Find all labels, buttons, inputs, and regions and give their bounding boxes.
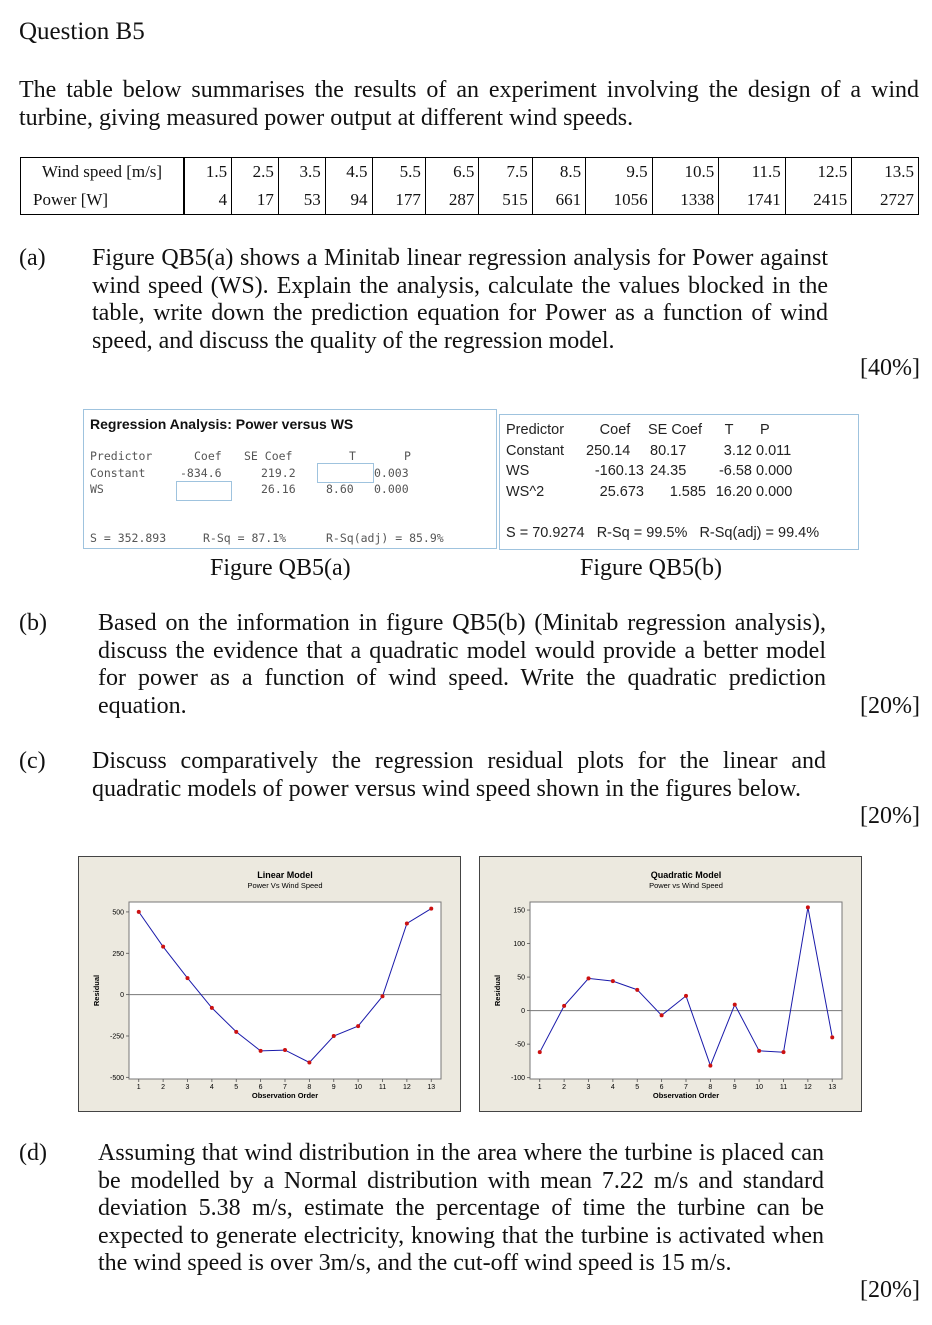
col-coef: Coef bbox=[599, 422, 631, 439]
table-cell: 17 bbox=[232, 186, 279, 215]
table-cell: 1.5 bbox=[184, 158, 232, 187]
x-tick-label: 13 bbox=[828, 1084, 837, 1091]
constant-label: Constant bbox=[90, 466, 146, 480]
y-tick-label: 0 bbox=[521, 1008, 525, 1016]
x-axis-label: Observation Order bbox=[251, 1091, 319, 1100]
p-value: 0.000 bbox=[756, 483, 793, 500]
residual-point bbox=[429, 907, 433, 911]
x-tick-label: 1 bbox=[537, 1084, 542, 1091]
p-value: 0.011 bbox=[756, 442, 792, 459]
col-predictor: Predictor bbox=[90, 449, 153, 463]
figure-a-header: Regression Analysis: Power versus WS bbox=[90, 416, 354, 432]
table-cell: 94 bbox=[325, 186, 372, 215]
x-tick-label: 13 bbox=[427, 1084, 436, 1091]
col-secoef: SE Coef bbox=[648, 422, 702, 439]
figure-b-caption: Figure QB5(b) bbox=[580, 555, 722, 581]
x-tick-label: 7 bbox=[283, 1084, 287, 1091]
col-coef: Coef bbox=[194, 449, 222, 463]
residual-point bbox=[307, 1060, 311, 1064]
table-cell: 661 bbox=[532, 186, 585, 215]
power-row bbox=[21, 186, 919, 215]
y-tick-label: -250 bbox=[109, 1033, 124, 1041]
table-cell: 53 bbox=[278, 186, 325, 215]
x-tick-label: 9 bbox=[732, 1084, 737, 1091]
question-title: Question B5 bbox=[19, 18, 145, 45]
col-p: P bbox=[404, 449, 411, 463]
p-value: 0.000 bbox=[756, 463, 793, 480]
x-tick-label: 11 bbox=[378, 1084, 387, 1091]
ws-secoef: 26.16 bbox=[261, 482, 296, 496]
y-tick-label: 50 bbox=[517, 974, 525, 982]
residual-point bbox=[137, 910, 141, 914]
x-tick-label: 3 bbox=[185, 1084, 190, 1091]
table-cell: 177 bbox=[372, 186, 425, 215]
table-cell: 9.5 bbox=[586, 158, 653, 187]
residual-point bbox=[186, 976, 190, 980]
ws-t: 8.60 bbox=[326, 482, 354, 496]
x-tick-label: 3 bbox=[586, 1084, 591, 1091]
residual-point bbox=[635, 988, 639, 992]
table-cell: 12.5 bbox=[785, 158, 852, 187]
y-tick-label: 0 bbox=[120, 992, 124, 1000]
table-cell: 2727 bbox=[852, 186, 919, 215]
y-axis-label: Residual bbox=[493, 974, 502, 1007]
y-tick-label: 500 bbox=[112, 909, 124, 917]
y-tick-label: -100 bbox=[510, 1075, 525, 1083]
row-label: WS^2 bbox=[506, 483, 545, 500]
figure-b-summary: S = 70.9274 R-Sq = 99.5% R-Sq(adj) = 99.4% bbox=[506, 525, 820, 541]
y-tick-label: -50 bbox=[514, 1041, 525, 1049]
y-tick-label: -500 bbox=[109, 1074, 124, 1082]
figure-a-caption: Figure QB5(a) bbox=[210, 555, 351, 581]
table-cell: 1056 bbox=[586, 186, 653, 215]
secoef-value: 80.17 bbox=[650, 442, 687, 459]
blocked-constant-t bbox=[317, 463, 374, 483]
t-value: 16.20 bbox=[715, 483, 752, 500]
x-tick-label: 1 bbox=[136, 1084, 141, 1091]
table-cell: 2.5 bbox=[232, 158, 279, 187]
part-a-label: (a) bbox=[19, 245, 46, 271]
x-tick-label: 2 bbox=[161, 1084, 166, 1091]
table-cell: 1741 bbox=[719, 186, 786, 215]
col-t: T bbox=[349, 449, 356, 463]
part-d-marks: [20%] bbox=[860, 1277, 920, 1303]
part-c-text: Discuss comparatively the regression residual plots for the linear and quadratic models of power versus wind speed shown in the figures below. bbox=[92, 748, 826, 802]
residual-point bbox=[210, 1006, 214, 1010]
quadratic-model-residual-chart bbox=[479, 856, 862, 1112]
residual-point bbox=[381, 994, 385, 998]
row-label: WS bbox=[506, 463, 530, 480]
residual-point bbox=[708, 1064, 712, 1068]
linear-model-residual-chart bbox=[78, 856, 461, 1112]
x-tick-label: 11 bbox=[779, 1084, 788, 1091]
part-c-label: (c) bbox=[19, 748, 46, 774]
table-cell: 3.5 bbox=[278, 158, 325, 187]
table-cell: 4 bbox=[184, 186, 232, 215]
chart-subtitle: Power Vs Wind Speed bbox=[247, 881, 323, 890]
table-cell: 8.5 bbox=[532, 158, 585, 187]
part-b-text: Based on the information in figure QB5(b) (Minitab regression analysis), discuss the evidence that a quadratic model would provide a better model for power as a function of wind speed. Write the quadratic prediction equation. bbox=[98, 610, 826, 719]
table-cell: 5.5 bbox=[372, 158, 425, 187]
x-tick-label: 5 bbox=[635, 1084, 640, 1091]
part-b-label: (b) bbox=[19, 610, 47, 636]
residual-point bbox=[356, 1024, 360, 1028]
data-table bbox=[20, 157, 919, 215]
residual-point bbox=[259, 1049, 263, 1053]
residual-point bbox=[587, 976, 591, 980]
x-tick-label: 10 bbox=[755, 1084, 764, 1091]
col-t: T bbox=[724, 422, 734, 439]
constant-secoef: 219.2 bbox=[261, 466, 296, 480]
x-tick-label: 8 bbox=[307, 1084, 312, 1091]
table-cell: 13.5 bbox=[852, 158, 919, 187]
x-tick-label: 10 bbox=[354, 1084, 363, 1091]
row-label: Constant bbox=[506, 442, 565, 459]
rsq-value: R-Sq = 87.1% bbox=[203, 531, 287, 545]
table-cell: 287 bbox=[425, 186, 478, 215]
table-cell: 6.5 bbox=[425, 158, 478, 187]
x-tick-label: 2 bbox=[562, 1084, 567, 1091]
rsq-adj-value: R-Sq(adj) = 85.9% bbox=[326, 531, 444, 545]
residual-point bbox=[161, 945, 165, 949]
x-tick-label: 6 bbox=[659, 1084, 664, 1091]
ws-label: WS bbox=[90, 482, 104, 496]
s-value: S = 352.893 bbox=[90, 531, 167, 545]
x-tick-label: 9 bbox=[331, 1084, 336, 1091]
x-tick-label: 5 bbox=[234, 1084, 239, 1091]
y-tick-label: 250 bbox=[112, 950, 124, 958]
residual-point bbox=[830, 1035, 834, 1039]
col-predictor: Predictor bbox=[506, 422, 565, 439]
chart-title: Quadratic Model bbox=[650, 870, 722, 880]
part-d-text: Assuming that wind distribution in the area where the turbine is placed can be modelled by a Normal distribution with mean 7.22 m/s and standard deviation 5.38 m/s, estimate the percentage of time the turbine can be expected to generate electricity, knowing that the turbine is activated when the wind speed is over 3m/s, and the cut-off wind speed is 15 m/s. bbox=[98, 1140, 824, 1277]
constant-p: 0.003 bbox=[374, 466, 409, 480]
x-tick-label: 4 bbox=[610, 1084, 615, 1091]
residual-point bbox=[684, 994, 688, 998]
residual-point bbox=[782, 1050, 786, 1054]
x-tick-label: 6 bbox=[258, 1084, 263, 1091]
coef-value: 25.673 bbox=[599, 483, 644, 500]
coef-value: -160.13 bbox=[594, 463, 644, 480]
secoef-value: 24.35 bbox=[650, 463, 687, 480]
x-tick-label: 8 bbox=[708, 1084, 713, 1091]
residual-point bbox=[332, 1034, 336, 1038]
t-value: 3.12 bbox=[723, 442, 752, 459]
secoef-value: 1.585 bbox=[669, 483, 706, 500]
t-value: -6.58 bbox=[718, 463, 752, 480]
part-d-label: (d) bbox=[19, 1140, 47, 1166]
constant-coef: -834.6 bbox=[180, 466, 222, 480]
x-tick-label: 4 bbox=[209, 1084, 214, 1091]
residual-point bbox=[757, 1049, 761, 1053]
residual-point bbox=[806, 905, 810, 909]
table-cell: 1338 bbox=[652, 186, 719, 215]
residual-point bbox=[283, 1048, 287, 1052]
coef-value: 250.14 bbox=[586, 442, 631, 459]
row-label-power: Power [W] bbox=[21, 186, 185, 215]
x-tick-label: 12 bbox=[803, 1084, 812, 1091]
ws-p: 0.000 bbox=[374, 482, 409, 496]
part-a-text: Figure QB5(a) shows a Minitab linear regression analysis for Power against wind speed (WS). Explain the analysis, calculate the values blocked in the table, write down the prediction equation for Power as a function of wind speed, and discuss the quality of the regression model. bbox=[92, 245, 828, 354]
y-axis-label: Residual bbox=[92, 974, 101, 1007]
part-b-marks: [20%] bbox=[860, 693, 920, 719]
part-a-marks: [40%] bbox=[860, 355, 920, 381]
table-cell: 515 bbox=[479, 186, 532, 215]
table-cell: 4.5 bbox=[325, 158, 372, 187]
x-tick-label: 12 bbox=[402, 1084, 411, 1091]
residual-point bbox=[562, 1004, 566, 1008]
residual-point bbox=[234, 1030, 238, 1034]
blocked-ws-coef bbox=[176, 481, 232, 501]
chart-subtitle: Power vs Wind Speed bbox=[649, 881, 723, 890]
x-axis-label: Observation Order bbox=[652, 1091, 720, 1100]
intro-paragraph: The table below summarises the results of an experiment involving the design of a wind turbine, giving measured power output at different wind speeds. bbox=[19, 77, 919, 131]
col-p: P bbox=[760, 422, 770, 439]
chart-title: Linear Model bbox=[257, 870, 313, 880]
residual-point bbox=[538, 1050, 542, 1054]
table-cell: 2415 bbox=[785, 186, 852, 215]
y-tick-label: 100 bbox=[513, 941, 525, 949]
residual-point bbox=[660, 1013, 664, 1017]
figure-b-output bbox=[499, 414, 859, 550]
y-tick-label: 150 bbox=[513, 907, 525, 915]
residual-point bbox=[611, 979, 615, 983]
residual-point bbox=[733, 1003, 737, 1007]
figure-a-output bbox=[83, 409, 497, 549]
plot-area bbox=[129, 902, 441, 1079]
table-cell: 11.5 bbox=[719, 158, 786, 187]
plot-area bbox=[530, 902, 842, 1079]
table-cell: 10.5 bbox=[652, 158, 719, 187]
col-secoef: SE Coef bbox=[244, 449, 293, 463]
x-tick-label: 7 bbox=[684, 1084, 688, 1091]
row-label-wind-speed: Wind speed [m/s] bbox=[21, 158, 185, 187]
residual-point bbox=[405, 922, 409, 926]
wind-speed-row bbox=[21, 158, 919, 187]
table-cell: 7.5 bbox=[479, 158, 532, 187]
figure-b-table bbox=[506, 420, 800, 502]
part-c-marks: [20%] bbox=[860, 803, 920, 829]
